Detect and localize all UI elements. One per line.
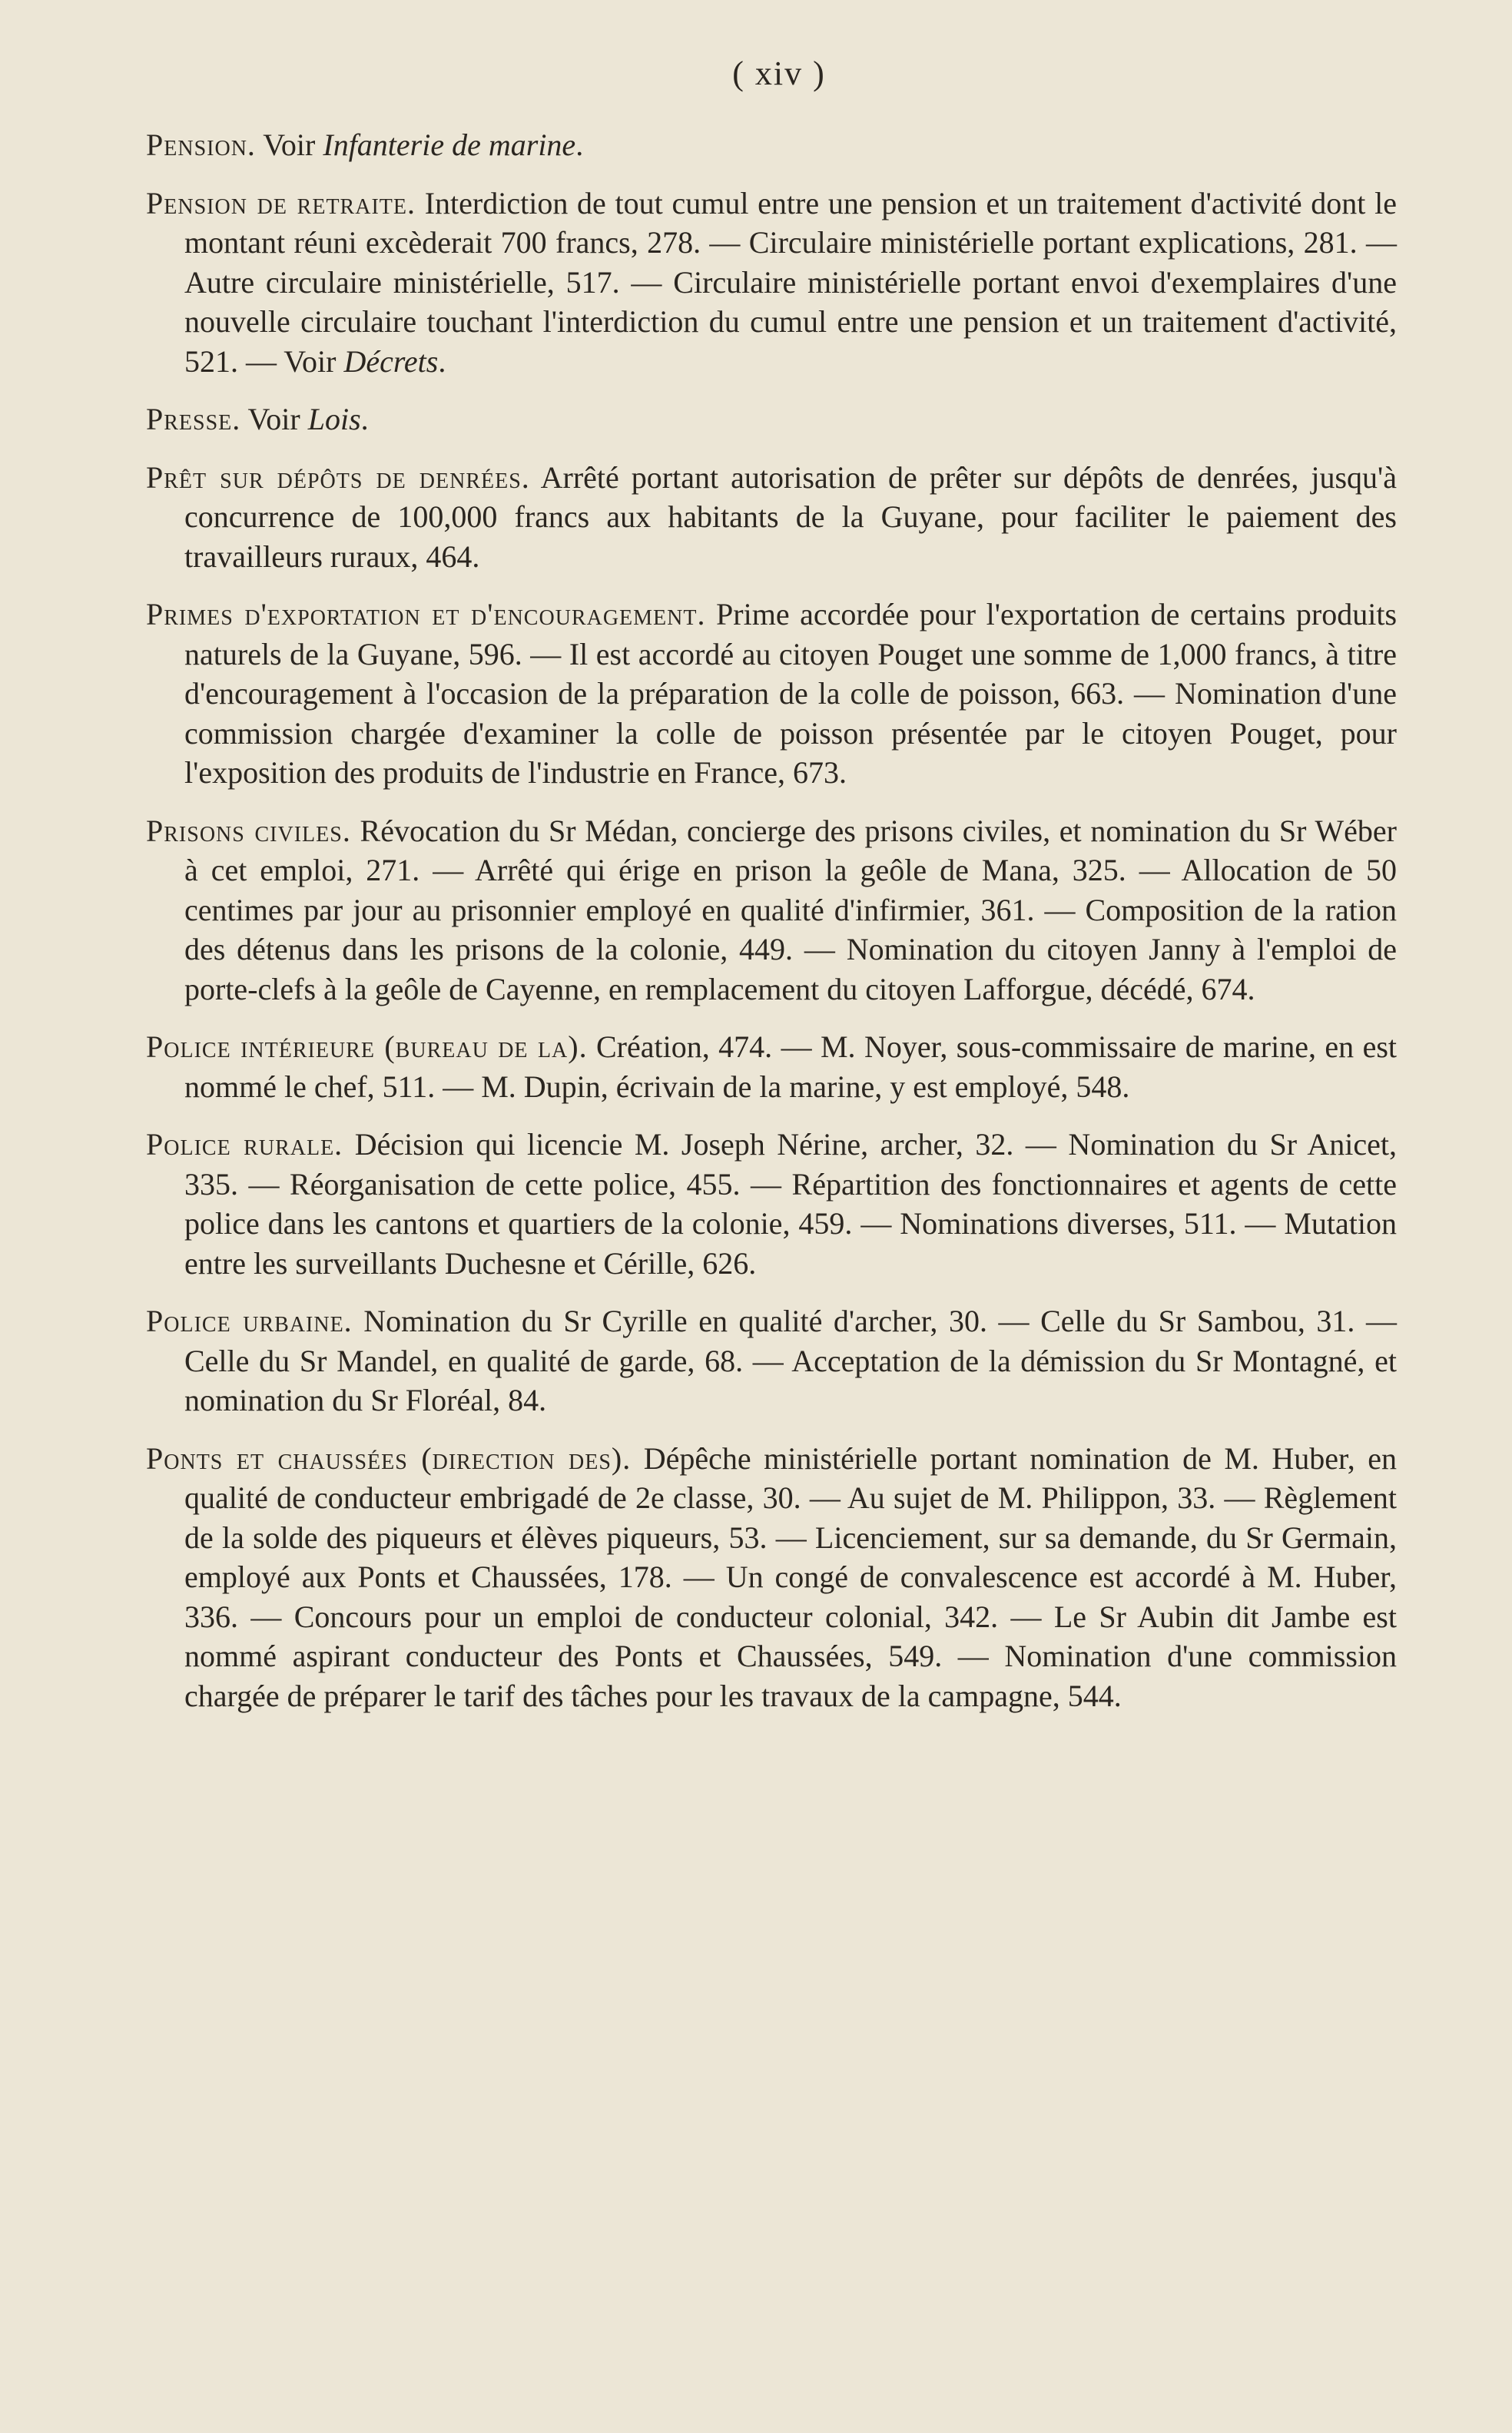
entry-text: Voir (255, 128, 323, 162)
index-entry (146, 1439, 1397, 1716)
index-entry (146, 1301, 1397, 1420)
index-entry (146, 1125, 1397, 1283)
index-entry (146, 184, 1397, 382)
entry-text: Décision qui licencie M. Joseph Nérine, archer, 32. — Nomination du Sr Anicet, 335. — Réorganisation de cette police, 455. — Répartition des fonctionnaires et agents de cette police dans les cantons et quartiers de la colonie, 459. — Nominations diverses, 511. — Mutation entre les surveillants Duchesne et Cérille, 626. (184, 1127, 1397, 1281)
entry-text: Révocation du Sr Médan, concierge des prisons civiles, et nomination du Sr Wéber à cet emploi, 271. — Arrêté qui érige en prison la geôle de Mana, 325. — Allocation de 50 centimes par jour au prisonnier employé en qualité d'infirmier, 361. — Composition de la ration des détenus dans les prisons de la colonie, 449. — Nomination du citoyen Janny à l'emploi de porte-clefs à la geôle de Cayenne, en remplacement du citoyen Lafforgue, décédé, 674. (184, 813, 1398, 1006)
index-entry (146, 399, 1397, 439)
entry-text: Arrêté portant autorisation de prêter sur dépôts de denrées, jusqu'à concurrence de 100,000 francs aux habitants de la Guyane, pour faciliter le paiement des travailleurs ruraux, 464. (184, 459, 1398, 574)
entry-tail: . (575, 128, 584, 162)
entry-text: Dépêche ministérielle portant nomination de M. Huber, en qualité de conducteur embrigadé de 2e classe, 30. — Au sujet de M. Philippon, 33. — Règlement de la solde des piqueurs et élèves piqueurs, 53. — Licenciement, sur sa demande, du Sr Germain, employé aux Ponts et Chaussées, 178. — Un congé de convalescence est accordé à M. Huber, 336. — Concours pour un emploi de conducteur colonial, 342. — Le Sr Aubin dit Jambe est nommé aspirant conducteur des Ponts et Chaussées, 549. — Nomination d'une commission chargée de préparer le tarif des tâches pour les travaux de la campagne, 544. (184, 1440, 1397, 1713)
entry-term: Prêt sur dépôts de denrées. (146, 459, 530, 495)
index-entry (146, 125, 1397, 165)
index-entry (146, 595, 1397, 793)
entry-text: Interdiction de tout cumul entre une pension et un traitement d'activité dont le montant réuni excèderait 700 francs, 278. — Circulaire ministérielle portant explications, 281. — Autre circulaire ministérielle, 517. — Circulaire ministérielle portant envoi d'exemplaires d'une nouvelle circulaire touchant l'interdiction du cumul entre une pension et un traitement d'activité, 521. — Voir (184, 185, 1398, 379)
index-entry (146, 811, 1397, 1009)
entry-term: Primes d'exportation et d'encouragement. (146, 597, 706, 631)
index-entry (146, 458, 1397, 577)
entry-term: Pension de retraite. (146, 185, 416, 220)
entry-text: Voir (240, 402, 308, 436)
entry-tail: . (438, 343, 446, 379)
page-number: ( xiv ) (732, 55, 826, 92)
entry-tail: . (360, 402, 369, 436)
entry-term: Ponts et chaussées (direction des). (146, 1440, 632, 1476)
entry-term: Police rurale. (146, 1127, 343, 1162)
entry-term: Presse. (146, 402, 241, 436)
entry-reference: Décrets (343, 343, 439, 379)
entry-text: Création, 474. — M. Noyer, sous-commissaire de marine, en est nommé le chef, 511. — M. Dupin, écrivain de la marine, y est employé, 548. (184, 1029, 1398, 1104)
entry-term: Prisons civiles. (146, 813, 351, 848)
entry-text: Prime accordée pour l'exportation de certains produits naturels de la Guyane, 596. — Il est accordé au citoyen Pouget une somme de 1,000 francs, à titre d'encouragement à l'occasion de la préparation de la colle de poisson, 663. — Nomination d'une commission chargée d'examiner la colle de poisson présentée par le citoyen Pouget, pour l'exposition des produits de l'industrie en France, 673. (184, 597, 1398, 790)
index-entry (146, 1027, 1397, 1106)
entry-term: Police intérieure (bureau de la). (146, 1029, 588, 1064)
entry-reference: Lois (307, 402, 361, 436)
entry-reference: Infanterie de marine (323, 128, 576, 162)
entry-text: Nomination du Sr Cyrille en qualité d'archer, 30. — Celle du Sr Sambou, 31. — Celle du Sr Mandel, en qualité de garde, 68. — Acceptation de la démission du Sr Montagné, et nomination du Sr Floréal, 84. (184, 1304, 1397, 1417)
entry-term: Police urbaine. (146, 1304, 353, 1338)
entry-term: Pension. (146, 128, 256, 162)
